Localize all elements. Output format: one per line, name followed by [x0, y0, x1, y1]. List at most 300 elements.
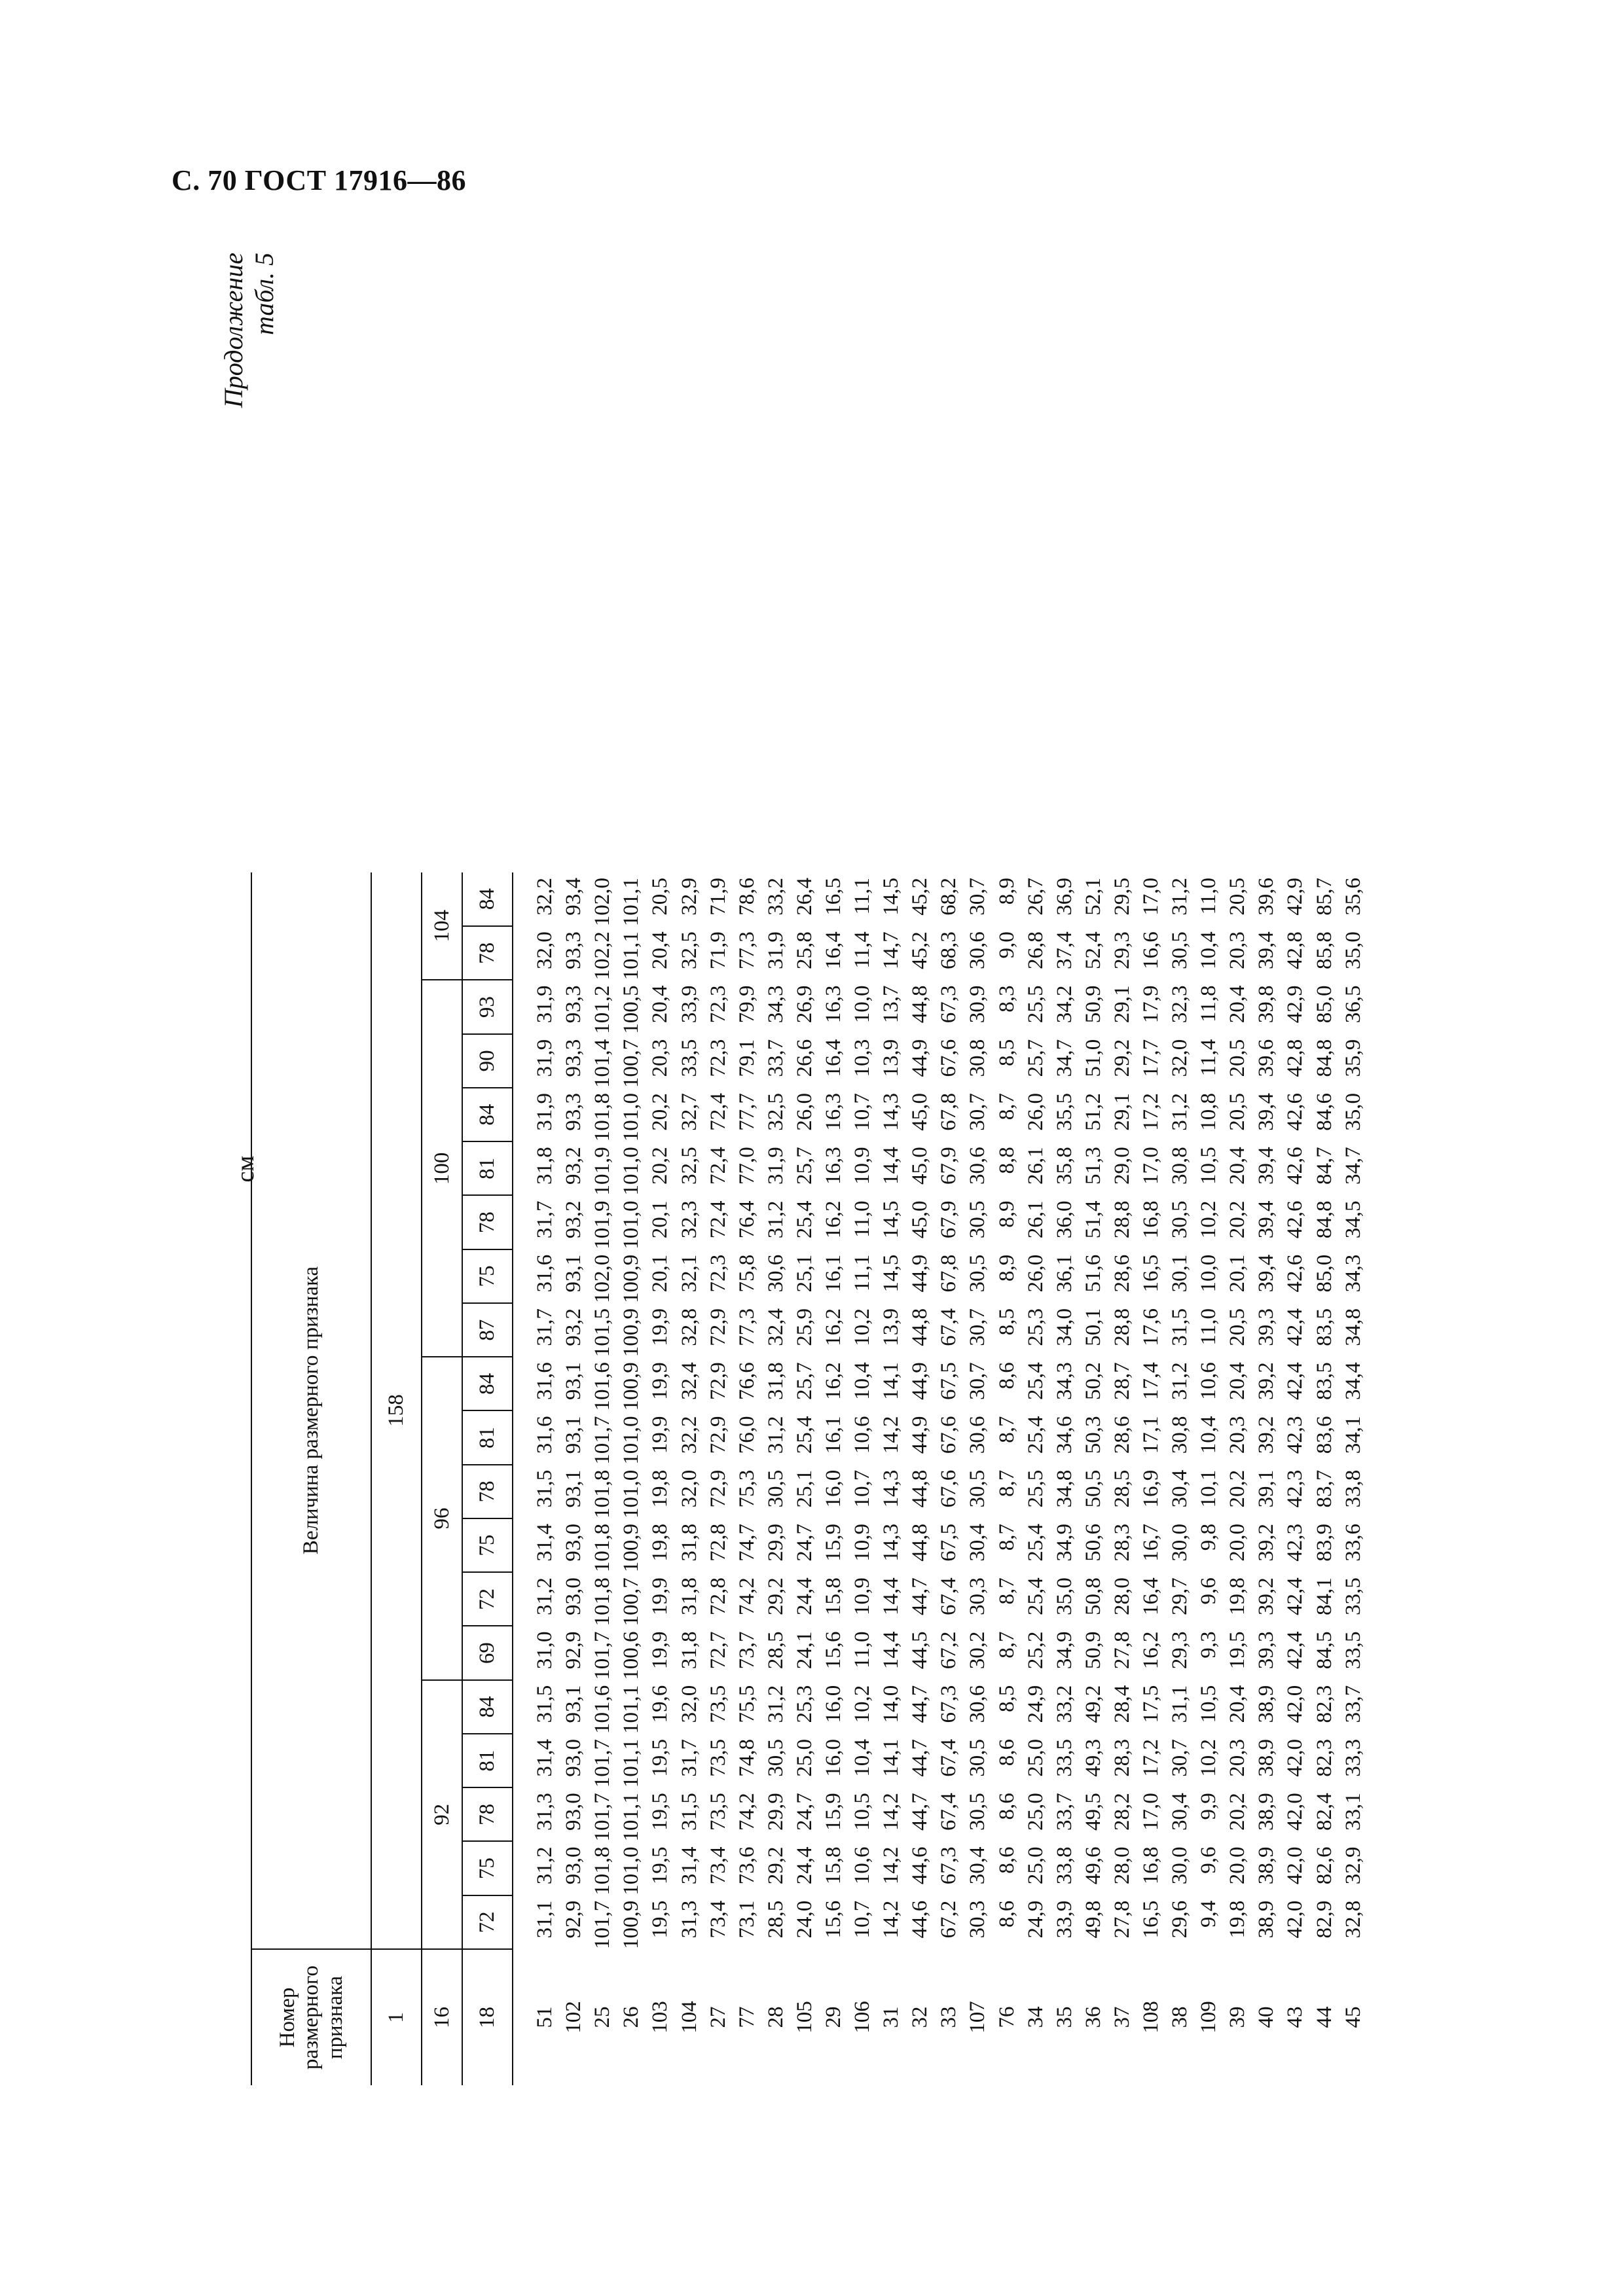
value-cell: 31,1 [1168, 1685, 1192, 1723]
value-cell: 25,7 [1023, 1039, 1048, 1077]
value-cell: 101,0 [619, 1093, 644, 1142]
value-cell: 33,5 [1341, 1631, 1365, 1670]
value-cell: 85,7 [1312, 878, 1336, 916]
value-cell: 14,3 [879, 1469, 903, 1508]
value-cell: 28,4 [1110, 1685, 1134, 1723]
value-cell: 29,1 [1110, 985, 1134, 1024]
value-cell: 72,3 [706, 1254, 730, 1293]
value-cell: 11,1 [850, 1254, 875, 1292]
value-cell: 33,5 [1341, 1577, 1365, 1615]
value-cell: 8,5 [994, 1308, 1019, 1336]
value-cell: 101,7 [591, 1793, 615, 1842]
value-cell: 38,9 [1254, 1739, 1279, 1777]
value-cell: 33,7 [1052, 1793, 1076, 1831]
value-cell: 15,6 [821, 1631, 845, 1670]
value-cell: 36,0 [1052, 1200, 1076, 1239]
value-cell: 79,9 [735, 985, 759, 1024]
value-cell: 77,3 [735, 1308, 759, 1346]
value-cell: 28,5 [1110, 1469, 1134, 1508]
level3-header: 78 [462, 1465, 513, 1518]
value-cell: 10,3 [850, 1039, 875, 1077]
value-cell: 39,4 [1254, 1147, 1279, 1185]
value-cell: 16,6 [1139, 931, 1163, 969]
value-cell: 102,0 [591, 1254, 615, 1303]
value-cell: 37,4 [1052, 931, 1076, 969]
value-cell: 29,1 [1110, 1093, 1134, 1131]
value-cell: 8,7 [994, 1416, 1019, 1443]
value-cell: 74,2 [735, 1577, 759, 1615]
table-row [1165, 872, 1194, 2085]
value-cell: 13,9 [879, 1308, 903, 1346]
value-cell: 100,6 [619, 1631, 644, 1680]
value-cell: 39,3 [1254, 1631, 1279, 1670]
value-cell: 27,8 [1110, 1631, 1134, 1670]
value-cell: 16,1 [821, 1254, 845, 1293]
value-cell: 20,2 [1226, 1793, 1250, 1831]
table-row [646, 872, 674, 2085]
value-cell: 101,9 [591, 1147, 615, 1196]
value-cell: 42,3 [1283, 1524, 1307, 1562]
value-cell: 42,9 [1283, 985, 1307, 1024]
value-cell: 52,4 [1081, 931, 1105, 969]
value-cell: 10,2 [1197, 1200, 1221, 1239]
feature-number-cell: 107 [966, 2001, 990, 2034]
table-row [617, 872, 646, 2085]
value-cell: 67,8 [937, 1093, 961, 1131]
value-cell: 11,0 [1197, 1308, 1221, 1346]
value-cell: 16,2 [821, 1362, 845, 1400]
value-cell: 24,7 [792, 1793, 816, 1831]
value-cell: 67,5 [937, 1524, 961, 1562]
value-cell: 93,2 [562, 1200, 586, 1239]
value-cell: 25,4 [1023, 1362, 1048, 1400]
value-cell: 16,0 [821, 1469, 845, 1508]
level3-header: 84 [462, 872, 513, 926]
value-cell: 31,7 [533, 1308, 557, 1346]
value-cell: 10,5 [1197, 1147, 1221, 1185]
value-cell: 25,0 [1023, 1793, 1048, 1831]
value-cell: 10,9 [850, 1147, 875, 1185]
value-cell: 101,1 [619, 1685, 644, 1734]
measurements-table [251, 872, 1394, 2085]
value-cell: 20,2 [648, 1147, 672, 1185]
value-cell: 20,0 [1226, 1846, 1250, 1885]
value-cell: 72,4 [706, 1200, 730, 1239]
value-cell: 39,4 [1254, 1093, 1279, 1131]
value-cell: 28,5 [763, 1631, 788, 1670]
value-cell: 42,0 [1283, 1685, 1307, 1723]
value-cell: 8,3 [994, 985, 1019, 1013]
table-row [1079, 872, 1108, 2085]
value-cell: 35,5 [1052, 1093, 1076, 1131]
value-cell: 33,6 [1341, 1524, 1365, 1562]
value-cell: 32,4 [763, 1308, 788, 1346]
value-cell: 8,6 [994, 1793, 1019, 1820]
value-cell: 20,1 [648, 1254, 672, 1293]
value-cell: 20,5 [1226, 1039, 1250, 1077]
value-cell: 44,7 [908, 1739, 932, 1777]
value-cell: 20,0 [1226, 1524, 1250, 1562]
value-cell: 31,2 [533, 1577, 557, 1615]
value-cell: 44,6 [908, 1900, 932, 1939]
value-cell: 20,3 [1226, 1739, 1250, 1777]
value-cell: 26,1 [1023, 1147, 1048, 1185]
table-row [848, 872, 877, 2085]
value-cell: 30,9 [966, 985, 990, 1024]
value-cell: 17,1 [1139, 1416, 1163, 1454]
value-cell: 77,3 [735, 931, 759, 969]
value-cell: 35,0 [1341, 1093, 1365, 1131]
value-cell: 10,6 [850, 1846, 875, 1885]
feature-number-cell: 77 [735, 2006, 759, 2028]
feature-number-cell: 38 [1168, 2006, 1192, 2028]
level3-header: 18 [462, 1949, 513, 2085]
value-cell: 67,5 [937, 1362, 961, 1400]
feature-number-cell: 33 [937, 2006, 961, 2028]
feature-number-cell: 44 [1312, 2006, 1336, 2028]
value-cell: 101,8 [591, 1524, 615, 1573]
value-cell: 39,4 [1254, 1200, 1279, 1239]
value-cell: 20,2 [1226, 1200, 1250, 1239]
value-cell: 73,5 [706, 1793, 730, 1831]
table-row [704, 872, 733, 2085]
value-cell: 49,3 [1081, 1739, 1105, 1777]
value-cell: 11,4 [1197, 1039, 1221, 1077]
value-cell: 16,1 [821, 1416, 845, 1454]
value-cell: 42,4 [1283, 1362, 1307, 1400]
level2-header: 104 [422, 872, 462, 980]
value-cell: 20,4 [1226, 1685, 1250, 1723]
value-cell: 33,8 [1052, 1846, 1076, 1885]
level3-header: 72 [462, 1572, 513, 1626]
value-cell: 30,6 [966, 1416, 990, 1454]
value-cell: 29,2 [763, 1577, 788, 1615]
value-cell: 30,0 [1168, 1846, 1192, 1885]
value-cell: 11,0 [850, 1200, 875, 1238]
value-cell: 25,2 [1023, 1631, 1048, 1670]
value-cell: 93,2 [562, 1308, 586, 1346]
value-cell: 32,9 [1341, 1846, 1365, 1885]
value-cell: 42,8 [1283, 1039, 1307, 1077]
value-cell: 20,4 [1226, 1147, 1250, 1185]
value-cell: 82,3 [1312, 1739, 1336, 1777]
value-cell: 42,0 [1283, 1739, 1307, 1777]
value-cell: 39,6 [1254, 878, 1279, 916]
table-row [993, 872, 1021, 2085]
value-cell: 50,2 [1081, 1362, 1105, 1400]
table-row [790, 872, 819, 2085]
table-row [819, 872, 848, 2085]
value-cell: 17,4 [1139, 1362, 1163, 1400]
level3-header: 75 [462, 1842, 513, 1895]
value-cell: 79,1 [735, 1039, 759, 1077]
value-cell: 20,2 [1226, 1469, 1250, 1508]
value-cell: 34,1 [1341, 1416, 1365, 1454]
value-cell: 42,6 [1283, 1147, 1307, 1185]
value-cell: 100,7 [619, 1577, 644, 1626]
value-cell: 32,7 [677, 1093, 701, 1131]
value-cell: 28,8 [1110, 1308, 1134, 1346]
level3-header: 90 [462, 1034, 513, 1088]
value-cell: 30,0 [1168, 1524, 1192, 1562]
value-cell: 34,4 [1341, 1362, 1365, 1400]
value-cell: 93,3 [562, 985, 586, 1024]
value-cell: 33,9 [1052, 1900, 1076, 1939]
value-cell: 44,7 [908, 1793, 932, 1831]
value-cell: 31,2 [763, 1416, 788, 1454]
value-cell: 30,5 [763, 1469, 788, 1508]
value-cell: 14,3 [879, 1524, 903, 1562]
value-cell: 29,0 [1110, 1147, 1134, 1185]
level3-header: 78 [462, 1787, 513, 1841]
value-cell: 9,4 [1197, 1900, 1221, 1928]
value-cell: 9,9 [1197, 1793, 1221, 1820]
value-cell: 25,3 [1023, 1308, 1048, 1346]
value-cell: 31,5 [677, 1793, 701, 1831]
value-cell: 101,0 [619, 1200, 644, 1249]
value-cell: 82,6 [1312, 1846, 1336, 1885]
value-cell: 19,5 [648, 1739, 672, 1777]
table-row [1252, 872, 1281, 2085]
value-cell: 20,4 [648, 985, 672, 1024]
value-cell: 38,9 [1254, 1793, 1279, 1831]
value-cell: 101,7 [591, 1739, 615, 1788]
value-cell: 74,2 [735, 1793, 759, 1831]
value-cell: 101,7 [591, 1416, 615, 1465]
value-cell: 32,8 [1341, 1900, 1365, 1939]
value-cell: 32,1 [677, 1254, 701, 1293]
value-cell: 16,5 [821, 878, 845, 916]
value-cell: 30,5 [966, 1793, 990, 1831]
value-cell: 38,9 [1254, 1685, 1279, 1723]
value-cell: 83,5 [1312, 1362, 1336, 1400]
value-cell: 75,5 [735, 1685, 759, 1723]
value-cell: 26,1 [1023, 1200, 1048, 1239]
value-cell: 11,1 [850, 878, 875, 915]
value-cell: 16,2 [1139, 1631, 1163, 1670]
value-cell: 25,1 [792, 1469, 816, 1508]
value-cell: 44,8 [908, 1308, 932, 1346]
value-cell: 67,2 [937, 1900, 961, 1939]
value-cell: 30,1 [1168, 1254, 1192, 1293]
value-cell: 32,3 [1168, 985, 1192, 1024]
rotated-table-block [218, 253, 1475, 2085]
value-cell: 17,7 [1139, 1039, 1163, 1077]
value-cell: 19,5 [648, 1793, 672, 1831]
value-cell: 25,7 [792, 1147, 816, 1185]
value-cell: 34,7 [1052, 1039, 1076, 1077]
value-cell: 36,1 [1052, 1254, 1076, 1293]
value-cell: 34,5 [1341, 1200, 1365, 1239]
value-cell: 42,9 [1283, 878, 1307, 916]
table-row [1050, 872, 1079, 2085]
value-cell: 32,8 [677, 1308, 701, 1346]
level3-header: 75 [462, 1249, 513, 1303]
value-cell: 77,7 [735, 1093, 759, 1131]
value-cell: 67,6 [937, 1416, 961, 1454]
value-cell: 93,0 [562, 1846, 586, 1885]
value-cell: 33,7 [763, 1039, 788, 1077]
value-cell: 42,4 [1283, 1577, 1307, 1615]
value-cell: 72,9 [706, 1308, 730, 1346]
value-cell: 8,5 [994, 1039, 1019, 1066]
table-row [588, 872, 617, 2085]
id-column-header: Номер размерного признака [251, 1949, 371, 2085]
value-cell: 67,3 [937, 985, 961, 1024]
value-cell: 39,3 [1254, 1308, 1279, 1346]
value-cell: 26,0 [1023, 1254, 1048, 1293]
value-cell: 24,4 [792, 1846, 816, 1885]
value-cell: 50,3 [1081, 1416, 1105, 1454]
value-cell: 8,6 [994, 1362, 1019, 1390]
value-cell: 44,8 [908, 985, 932, 1024]
value-cell: 19,8 [1226, 1577, 1250, 1615]
value-cell: 100,9 [619, 1524, 644, 1573]
value-cell: 20,1 [1226, 1254, 1250, 1293]
value-cell: 26,6 [792, 1039, 816, 1077]
value-cell: 31,9 [533, 1039, 557, 1077]
value-cell: 15,8 [821, 1577, 845, 1615]
value-cell: 50,9 [1081, 985, 1105, 1024]
value-cell: 15,6 [821, 1900, 845, 1939]
value-cell: 31,8 [677, 1524, 701, 1562]
value-cell: 42,8 [1283, 931, 1307, 969]
level3-header: 81 [462, 1141, 513, 1195]
value-cell: 31,8 [677, 1577, 701, 1615]
value-cell: 32,5 [763, 1093, 788, 1131]
value-cell: 28,0 [1110, 1846, 1134, 1885]
value-cell: 93,3 [562, 1039, 586, 1077]
value-cell: 30,5 [966, 1469, 990, 1508]
value-cell: 9,6 [1197, 1846, 1221, 1874]
value-cell: 26,8 [1023, 931, 1048, 969]
value-cell: 71,9 [706, 878, 730, 916]
header-level-1 [371, 872, 422, 2085]
value-cell: 39,6 [1254, 1039, 1279, 1077]
value-cell: 34,8 [1052, 1469, 1076, 1508]
value-cell: 44,9 [908, 1416, 932, 1454]
table-row [674, 872, 703, 2085]
level3-header: 72 [462, 1895, 513, 1949]
value-cell: 39,4 [1254, 931, 1279, 969]
value-cell: 75,8 [735, 1254, 759, 1293]
level3-header: 81 [462, 1734, 513, 1787]
value-cell: 17,0 [1139, 1147, 1163, 1185]
value-cell: 32,4 [677, 1362, 701, 1400]
value-cell: 15,8 [821, 1846, 845, 1885]
value-cell: 32,2 [533, 878, 557, 916]
value-cell: 9,6 [1197, 1577, 1221, 1605]
table-row [559, 872, 588, 2085]
value-cell: 82,3 [1312, 1685, 1336, 1723]
level2-header: 92 [422, 1680, 462, 1949]
value-cell: 31,3 [533, 1793, 557, 1831]
value-cell: 20,1 [648, 1200, 672, 1239]
value-cell: 42,0 [1283, 1846, 1307, 1885]
value-cell: 31,2 [1168, 1093, 1192, 1131]
value-cell: 45,0 [908, 1093, 932, 1131]
value-cell: 85,0 [1312, 1254, 1336, 1293]
value-cell: 10,4 [850, 1362, 875, 1400]
value-cell: 36,5 [1341, 985, 1365, 1024]
value-cell: 26,0 [1023, 1093, 1048, 1131]
value-cell: 72,3 [706, 1039, 730, 1077]
value-cell: 30,8 [1168, 1416, 1192, 1454]
value-cell: 19,9 [648, 1362, 672, 1400]
value-cell: 72,8 [706, 1524, 730, 1562]
page-header: С. 70 ГОСТ 17916—86 [172, 164, 467, 196]
value-cell: 25,3 [792, 1685, 816, 1723]
value-cell: 17,6 [1139, 1308, 1163, 1346]
value-cell: 34,3 [763, 985, 788, 1024]
value-cell: 19,9 [648, 1308, 672, 1346]
value-cell: 30,7 [1168, 1739, 1192, 1777]
value-cell: 49,6 [1081, 1846, 1105, 1885]
table-row [1021, 872, 1050, 2085]
table-row [1339, 872, 1394, 2085]
value-cell: 101,1 [619, 878, 644, 927]
value-cell: 34,0 [1052, 1308, 1076, 1346]
level2-header: 96 [422, 1357, 462, 1680]
value-cell: 33,2 [763, 878, 788, 916]
value-cell: 31,8 [763, 1362, 788, 1400]
table-row [1310, 872, 1339, 2085]
value-cell: 42,6 [1283, 1093, 1307, 1131]
value-cell: 14,5 [879, 1254, 903, 1293]
value-cell: 101,6 [591, 1362, 615, 1411]
value-cell: 8,7 [994, 1524, 1019, 1551]
value-cell: 28,8 [1110, 1200, 1134, 1239]
value-cell: 101,8 [591, 1469, 615, 1518]
value-cell: 10,6 [1197, 1362, 1221, 1400]
value-cell: 51,6 [1081, 1254, 1105, 1293]
value-cell: 100,5 [619, 985, 644, 1034]
value-cell: 72,4 [706, 1093, 730, 1131]
feature-number-cell: 34 [1023, 2006, 1048, 2028]
value-cell: 93,2 [562, 1147, 586, 1185]
level3-header: 87 [462, 1303, 513, 1357]
value-cell: 73,1 [735, 1900, 759, 1939]
value-cell: 33,3 [1341, 1739, 1365, 1777]
value-cell: 101,9 [591, 1200, 615, 1249]
feature-number-cell: 102 [562, 2001, 586, 2034]
feature-number-cell: 106 [850, 2001, 875, 2034]
value-cell: 100,9 [619, 1900, 644, 1949]
value-cell: 100,9 [619, 1308, 644, 1357]
value-cell: 14,1 [879, 1739, 903, 1777]
value-cell: 17,2 [1139, 1739, 1163, 1777]
value-cell: 33,7 [1341, 1685, 1365, 1723]
level2-header: 16 [422, 1949, 462, 2085]
value-cell: 24,4 [792, 1577, 816, 1615]
value-cell: 8,8 [994, 1147, 1019, 1174]
value-cell: 38,9 [1254, 1846, 1279, 1885]
value-cell: 31,9 [533, 985, 557, 1024]
feature-number-cell: 36 [1081, 2006, 1105, 2028]
value-cell: 72,9 [706, 1416, 730, 1454]
value-cell: 67,4 [937, 1793, 961, 1831]
value-cell: 19,9 [648, 1416, 672, 1454]
value-cell: 9,0 [994, 931, 1019, 959]
feature-number-cell: 76 [994, 2006, 1019, 2028]
value-cell: 8,9 [994, 878, 1019, 905]
value-cell: 10,4 [1197, 1416, 1221, 1454]
value-cell: 36,9 [1052, 878, 1076, 916]
value-cell: 30,2 [966, 1631, 990, 1670]
value-cell: 29,9 [763, 1793, 788, 1831]
feature-number-cell: 40 [1254, 2006, 1279, 2028]
value-cell: 31,2 [1168, 878, 1192, 916]
